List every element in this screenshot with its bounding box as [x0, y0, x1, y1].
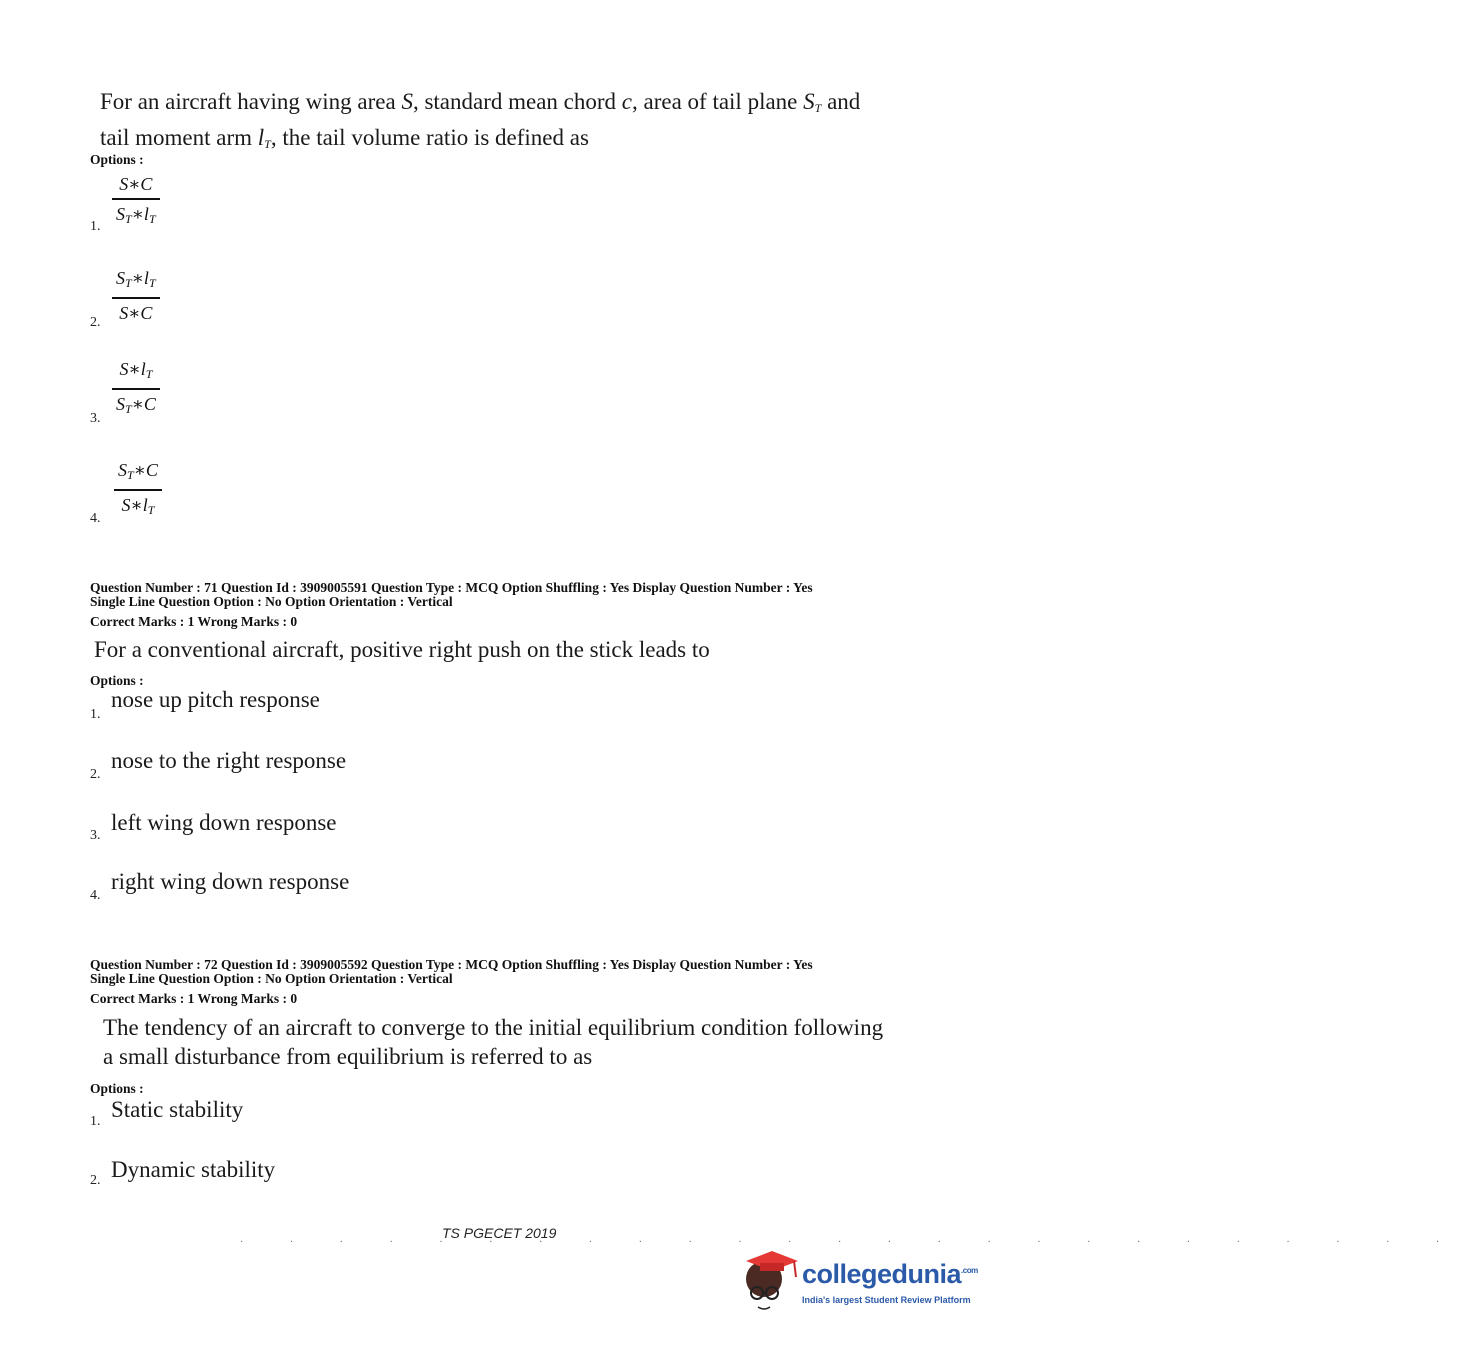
q71-meta-line2: Single Line Question Option : No Option Orientation : Vertical: [90, 594, 453, 609]
q70-option-3-denominator: $S_T∗C$: [116, 393, 156, 416]
q70-option-4-denominator: $S∗l_T$: [121, 494, 155, 517]
q71-option-2[interactable]: nose to the right response: [111, 748, 347, 773]
q71-option-1-number: 1.: [90, 707, 101, 722]
exam-footer: TS PGECET 2019: [442, 1225, 557, 1241]
q70-option-1-numerator: S∗C: [119, 174, 153, 194]
q70-option-4-fraction[interactable]: [114, 458, 162, 522]
brand-suffix: .com: [961, 1266, 978, 1275]
brand-tagline: India's largest Student Review Platform: [802, 1295, 971, 1305]
q70-option-2-number: 2.: [90, 315, 101, 330]
q72-stem-line2: a small disturbance from equilibrium is referred to as: [103, 1044, 593, 1069]
q71-stem: For a conventional aircraft, positive right push on the stick leads to: [94, 637, 710, 662]
collegedunia-logo[interactable]: [742, 1247, 977, 1319]
q71-option-2-number: 2.: [90, 767, 101, 782]
q70-option-4-numerator: $S_T∗C$: [118, 460, 158, 482]
q71-options-label: Options :: [90, 673, 144, 688]
q72-option-1[interactable]: Static stability: [111, 1097, 244, 1122]
q72-marks: Correct Marks : 1 Wrong Marks : 0: [90, 991, 298, 1006]
q70-option-3-numerator: $S∗l_T$: [119, 359, 153, 381]
q72-meta-line2: Single Line Question Option : No Option Orientation : Vertical: [90, 971, 453, 986]
q72-meta-line1: Question Number : 72 Question Id : 3909005592 Question Type : MCQ Option Shuffling : Yes Display Question Number : Yes: [90, 957, 813, 972]
q72-option-2-number: 2.: [90, 1173, 101, 1188]
q70-stem: [100, 87, 920, 159]
q71-option-4[interactable]: right wing down response: [111, 869, 350, 894]
q70-option-2-denominator: S∗C: [119, 302, 153, 323]
q70-option-2-fraction[interactable]: [112, 266, 160, 325]
q70-option-1-denominator: $S_T∗l_T$: [116, 203, 156, 226]
fraction-bar: [112, 198, 160, 200]
q70-option-2-numerator: $S_T∗l_T$: [116, 268, 156, 290]
q72-options-label: Options :: [90, 1081, 144, 1096]
q70-option-1-number: 1.: [90, 219, 101, 234]
q72-stem-line1: The tendency of an aircraft to converge to the initial equilibrium condition following: [103, 1015, 884, 1040]
q71-option-4-number: 4.: [90, 888, 101, 903]
q70-stem-line2: tail moment arm $l_T$, the tail volume ratio is defined as: [100, 125, 589, 151]
fraction-bar: [112, 388, 160, 390]
fraction-bar: [112, 297, 160, 299]
q70-option-3-number: 3.: [90, 411, 101, 426]
q72-stem: [103, 1013, 923, 1071]
q70-option-1-fraction[interactable]: [112, 172, 160, 231]
q72-meta: [90, 958, 813, 986]
q70-options-label: Options :: [90, 152, 144, 167]
brand-name-text: collegedunia: [802, 1259, 962, 1289]
q71-option-3-number: 3.: [90, 828, 101, 843]
q70-option-4-number: 4.: [90, 511, 101, 526]
brand-name: [802, 1259, 978, 1290]
q71-meta-line1: Question Number : 71 Question Id : 3909005591 Question Type : MCQ Option Shuffling : Yes Display Question Number : Yes: [90, 580, 813, 595]
q71-option-1[interactable]: nose up pitch response: [111, 687, 320, 712]
q70-stem-line1: For an aircraft having wing area S, standard mean chord c, area of tail plane $S_T$ and: [100, 89, 861, 115]
footer-dotted-rule: · · · · · · · · · · · · · · · · · · · · · · · · ·: [240, 1237, 1461, 1248]
q72-option-1-number: 1.: [90, 1114, 101, 1129]
q71-marks: Correct Marks : 1 Wrong Marks : 0: [90, 614, 298, 629]
fraction-bar: [114, 489, 162, 491]
q71-meta: [90, 581, 813, 609]
q70-option-3-fraction[interactable]: [112, 357, 160, 421]
q72-option-2[interactable]: Dynamic stability: [111, 1157, 276, 1182]
graduation-mascot-icon: [742, 1247, 800, 1313]
q71-option-3[interactable]: left wing down response: [111, 810, 337, 835]
